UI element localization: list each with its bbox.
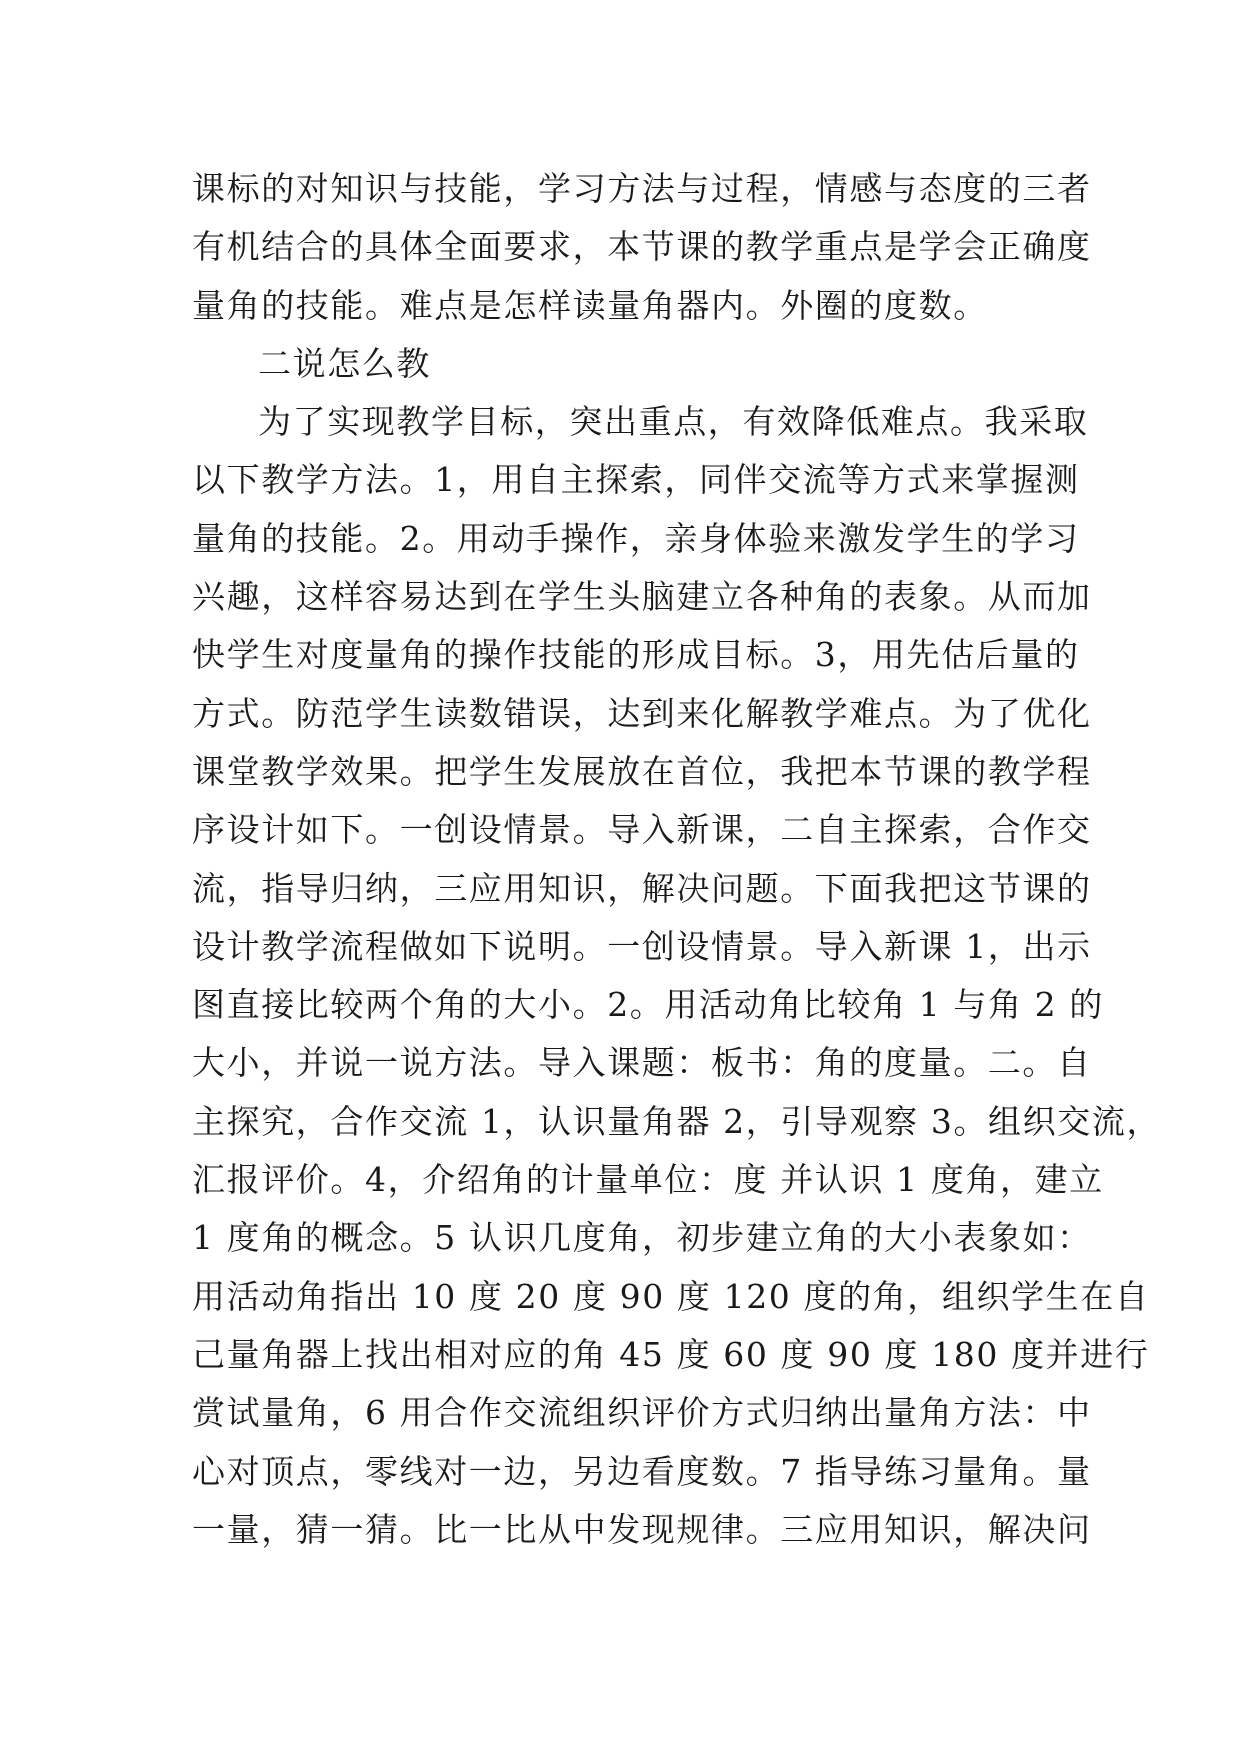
text-line: 一量，猜一猜。比一比从中发现规律。三应用知识，解决问 — [192, 1509, 1092, 1549]
text-line: 图直接比较两个角的大小。2。用活动角比较角 1 与角 2 的 — [192, 985, 1104, 1025]
text-line: 流，指导归纳，三应用知识，解决问题。下面我把这节课的 — [192, 868, 1092, 908]
text-line: 量角的技能。2。用动手操作，亲身体验来激发学生的学习 — [192, 518, 1080, 558]
section-heading: 二说怎么教 — [258, 343, 431, 383]
text-line: 大小，并说一说方法。导入课题：板书：角的度量。二。自 — [192, 1043, 1092, 1083]
text-line: 课标的对知识与技能，学习方法与过程，情感与态度的三者 — [192, 169, 1092, 208]
text-line: 设计教学流程做如下说明。一创设情景。导入新课 1，出示 — [192, 926, 1092, 966]
body-text — [192, 160, 1162, 1559]
text-line: 快学生对度量角的操作技能的形成目标。3，用先估后量的 — [192, 635, 1080, 675]
text-line: 兴趣，这样容易达到在学生头脑建立各种角的表象。从而加 — [192, 577, 1092, 617]
text-line: 己量角器上找出相对应的角 45 度 60 度 90 度 180 度并进行 — [192, 1334, 1150, 1374]
text-line: 课堂教学效果。把学生发展放在首位，我把本节课的教学程 — [192, 751, 1092, 791]
text-line: 方式。防范学生读数错误，达到来化解教学难点。为了优化 — [192, 693, 1092, 733]
text-line: 量角的技能。难点是怎样读量角器内。外圈的度数。 — [192, 285, 988, 325]
text-line: 主探究，合作交流 1，认识量角器 2，引导观察 3。组织交流， — [192, 1101, 1162, 1141]
text-line: 心对顶点，零线对一边，另边看度数。7 指导练习量角。量 — [192, 1451, 1092, 1491]
text-line: 为了实现教学目标，突出重点，有效降低难点。我采取 — [258, 402, 1089, 442]
text-line: 序设计如下。一创设情景。导入新课，二自主探索，合作交 — [192, 810, 1092, 850]
text-line: 汇报评价。4，介绍角的计量单位：度 并认识 1 度角，建立 — [192, 1160, 1104, 1200]
text-line: 赏试量角，6 用合作交流组织评价方式归纳出量角方法：中 — [192, 1393, 1092, 1433]
text-line: 以下教学方法。1，用自主探索，同伴交流等方式来掌握测 — [192, 460, 1080, 500]
text-line: 有机结合的具体全面要求，本节课的教学重点是学会正确度 — [192, 227, 1092, 267]
text-line: 用活动角指出 10 度 20 度 90 度 120 度的角，组织学生在自 — [192, 1276, 1150, 1316]
text-line: 1 度角的概念。5 认识几度角，初步建立角的大小表象如： — [192, 1218, 1092, 1258]
